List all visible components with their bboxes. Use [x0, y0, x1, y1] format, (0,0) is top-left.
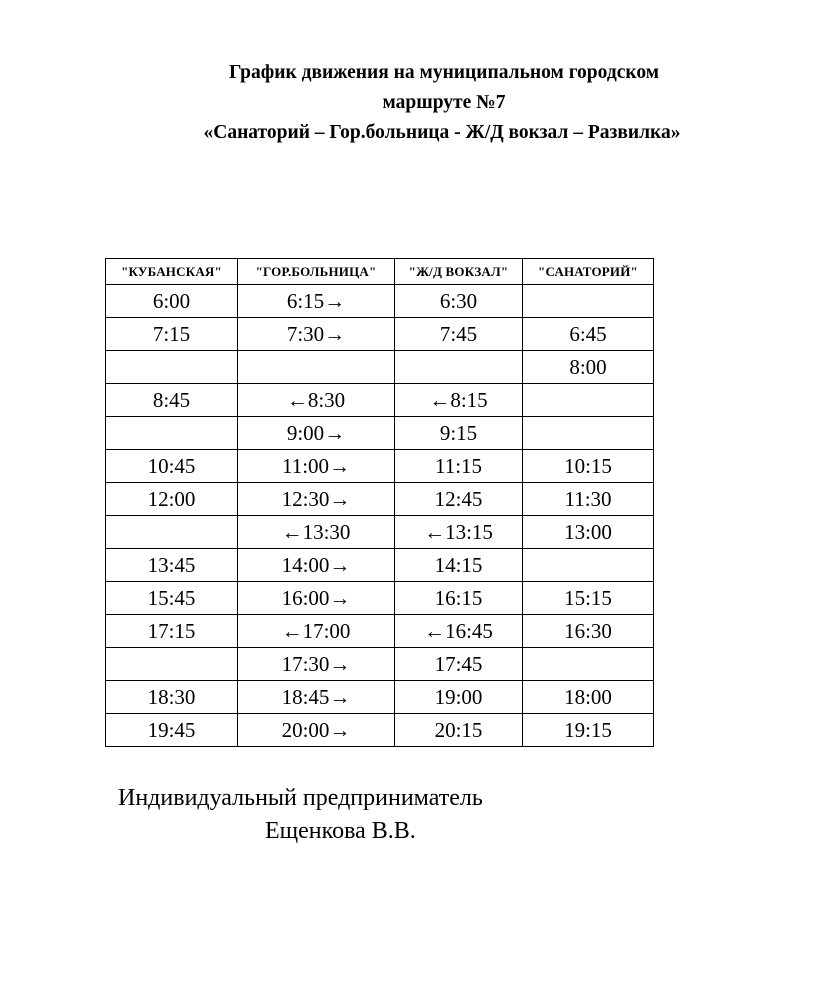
table-cell: 19:45 — [106, 714, 238, 747]
table-cell: 13:45 — [106, 549, 238, 582]
table-row — [106, 681, 654, 714]
table-row — [106, 615, 654, 648]
table-row — [106, 483, 654, 516]
table-cell — [106, 417, 238, 450]
table-cell: 17:15 — [106, 615, 238, 648]
table-cell: 11:30 — [523, 483, 654, 516]
table-cell: ←8:30 — [238, 384, 395, 417]
table-cell: 16:15 — [395, 582, 523, 615]
table-cell: 17:45 — [395, 648, 523, 681]
table-cell: 20:00→ — [238, 714, 395, 747]
table-cell: 9:00→ — [238, 417, 395, 450]
header-row — [106, 259, 654, 285]
table-cell: ←16:45 — [395, 615, 523, 648]
table-cell: 9:15 — [395, 417, 523, 450]
table-cell: 6:00 — [106, 285, 238, 318]
table-row — [106, 318, 654, 351]
table-cell: 8:45 — [106, 384, 238, 417]
table-row — [106, 450, 654, 483]
table-cell: 10:45 — [106, 450, 238, 483]
table-row — [106, 582, 654, 615]
table-row — [106, 285, 654, 318]
table-cell — [523, 384, 654, 417]
table-cell: 15:45 — [106, 582, 238, 615]
table-cell: 15:15 — [523, 582, 654, 615]
table-row — [106, 384, 654, 417]
table-cell — [106, 351, 238, 384]
table-cell: 6:15→ — [238, 285, 395, 318]
table-cell: 6:30 — [395, 285, 523, 318]
table-cell: 8:00 — [523, 351, 654, 384]
table-cell — [523, 417, 654, 450]
table-cell: 20:15 — [395, 714, 523, 747]
footer-name: Ещенкова В.В. — [265, 818, 416, 844]
schedule-body — [106, 285, 654, 747]
table-row — [106, 714, 654, 747]
table-cell — [395, 351, 523, 384]
table-cell: ←13:30 — [238, 516, 395, 549]
table-cell: 11:00→ — [238, 450, 395, 483]
table-cell: 16:00→ — [238, 582, 395, 615]
table-cell: 18:45→ — [238, 681, 395, 714]
table-row — [106, 516, 654, 549]
table-cell: 7:45 — [395, 318, 523, 351]
title-line-3: «Санаторий – Гор.больница - Ж/Д вокзал – Развилка» — [203, 122, 681, 143]
table-cell: 10:15 — [523, 450, 654, 483]
header-kubanskaya: "КУБАНСКАЯ" — [106, 259, 238, 285]
table-cell — [523, 549, 654, 582]
table-cell: 11:15 — [395, 450, 523, 483]
table-row — [106, 351, 654, 384]
table-cell — [523, 285, 654, 318]
table-cell — [106, 648, 238, 681]
table-cell: 7:30→ — [238, 318, 395, 351]
schedule-table — [105, 258, 654, 747]
table-cell: 16:30 — [523, 615, 654, 648]
table-cell: 7:15 — [106, 318, 238, 351]
table-cell: ←13:15 — [395, 516, 523, 549]
table-cell: 19:00 — [395, 681, 523, 714]
header-sanatoriy: "САНАТОРИЙ" — [523, 259, 654, 285]
table-row — [106, 417, 654, 450]
table-cell — [523, 648, 654, 681]
title-line-1: График движения на муниципальном городском — [229, 62, 659, 83]
title-line-2: маршруте №7 — [382, 92, 506, 113]
footer-entrepreneur: Индивидуальный предприниматель — [118, 785, 483, 811]
header-gor-bolnitsa: "ГОР.БОЛЬНИЦА" — [238, 259, 395, 285]
table-cell: 19:15 — [523, 714, 654, 747]
table-cell — [106, 516, 238, 549]
header-zhd-vokzal: "Ж/Д ВОКЗАЛ" — [395, 259, 523, 285]
table-cell: ←17:00 — [238, 615, 395, 648]
table-cell: 18:30 — [106, 681, 238, 714]
table-cell — [238, 351, 395, 384]
table-cell: 18:00 — [523, 681, 654, 714]
table-cell: 12:45 — [395, 483, 523, 516]
table-row — [106, 648, 654, 681]
table-cell: 17:30→ — [238, 648, 395, 681]
table-cell: 12:30→ — [238, 483, 395, 516]
table-cell: ←8:15 — [395, 384, 523, 417]
table-cell: 14:00→ — [238, 549, 395, 582]
table-cell: 12:00 — [106, 483, 238, 516]
table-row — [106, 549, 654, 582]
table-cell: 13:00 — [523, 516, 654, 549]
table-cell: 6:45 — [523, 318, 654, 351]
table-cell: 14:15 — [395, 549, 523, 582]
